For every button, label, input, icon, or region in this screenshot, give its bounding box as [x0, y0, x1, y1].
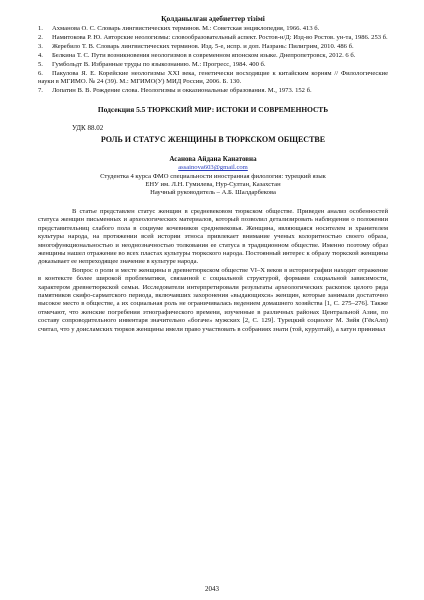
reference-number: 6. [38, 69, 43, 77]
reference-list [38, 25, 388, 95]
author-university: ЕНУ им. Л.Н. Гумилева, Нур-Султан, Казахстан [145, 181, 281, 189]
reference-text: Пакулова Я. Е. Корейские неологизмы XXI века, генетически восходящие к китайским корням // Филологические науки в МГИМО. № 24 (39). М.: МГИМО(У) МИД России, 2006. Б. 130. [38, 69, 388, 85]
page-number: 2043 [205, 585, 219, 593]
reference-item [38, 25, 388, 33]
references-title: Қолданылған әдебиеттер тізімі [161, 14, 265, 23]
reference-number: 3. [38, 42, 43, 50]
reference-text: Ахманова О. С. Словарь лингвистических терминов. М.: Советская энциклопедия, 1966. 413 б. [52, 25, 320, 32]
reference-number: 2. [38, 33, 43, 41]
article-title: РОЛЬ И СТАТУС ЖЕНЩИНЫ В ТЮРКСКОМ ОБЩЕСТВЕ [100, 135, 326, 145]
reference-item [38, 61, 388, 69]
author-email-line [38, 164, 388, 172]
author-name: Асанова Айдана Канатовна [169, 155, 257, 164]
author-email-link[interactable]: assainova603@gmail.com [178, 164, 248, 172]
reference-item [38, 87, 388, 95]
body-paragraph: В статье представлен статус женщин в средневековом тюркском обществе. Приведен анализ особенностей статуса женщин письменных и археологических материалов, который позволил детализировать наблюдения о положении представительниц слабого пола в социуме кочевников средневековья. Женщина, являющаяся носителем и хранителем культуры народа, на протяжении всей истории этноса привлекает внимание ученых колоритностью своего образа, многофункциональностью и неоднозначностью толкования ее статуса в традиционном обществе. Именно поэтому образ женщины нашел отражение во всех пластах культуры тюркского народа. Постоянный интерес к образу тюркской женщины доказывает ее непреходящее значение в культуре народа. [38, 207, 388, 266]
reference-number: 5. [38, 60, 43, 68]
article-body [38, 208, 388, 334]
reference-text: Белкина Т. С. Пути возникновения неологизмов в современном японском языке. Днепропетровск, 2012. 6 б. [52, 51, 356, 59]
udc-code: УДК 88.02 [72, 124, 104, 133]
reference-text: Гумбольдт В. Избранные труды по языкознанию. М.: Прогресс, 1984. 400 б. [52, 60, 266, 68]
section-title: Подсекция 5.5 ТЮРКСКИЙ МИР: ИСТОКИ И СОВРЕМЕННОСТЬ [97, 105, 329, 115]
reference-number: 4. [38, 51, 43, 59]
reference-number: 7. [38, 86, 43, 94]
reference-item [38, 43, 388, 51]
reference-text: Лопатин В. В. Рождение слова. Неологизмы и окказиональные образования. М., 1973. 152 б. [52, 86, 312, 94]
reference-text: Намитокова Р. Ю. Авторские неологизмы: словообразовательный аспект. Ростов-н/Д: Изд-во Ростов. ун-та, 1986. 253 б. [52, 33, 388, 41]
body-paragraph: Вопрос о роли и месте женщины в древнетюркском обществе VI–X веков в историографии находит отражение в контексте более широкой проблематики, связанной с социальной структурой, формами социальной зависимости, характером древнетюркской семьи. Исследователи интерпретировали результаты археологических раскопок целого ряда памятников скифо-сарматского периода, включавших захоронения «выдающихся» женщин, которые занимали достаточно высокое место в обществе, а их социальная роль не ограничивалась ведением домашнего хозяйства [1, С. 275–276]. Также отмечают, что женские погребения этнографического времени, изученные в различных районах Центральной Азии, по составу сопроводительного инвентаря значительно «богаче» мужских [2, С. 129]. Турецкий социолог М. Зийя (ГёкАлп) считал, что у доисламских тюрков женщины имели право участвовать в собраниях знати (той, курултай), а хатун принимал [38, 266, 388, 333]
reference-item [38, 70, 388, 87]
author-affiliation: Студентка 4 курса ФМО специальности иностранная филология: турецкий язык [100, 172, 326, 180]
reference-item [38, 34, 388, 42]
document-page [38, 14, 388, 594]
reference-text: Жеребило Т. В. Словарь лингвистических терминов. Изд. 5-е, испр. и доп. Назрань: Пилигрим, 2010. 486 б. [52, 42, 354, 50]
reference-number: 1. [38, 25, 43, 32]
reference-item [38, 52, 388, 60]
scientific-supervisor: Научный руководитель – А.Б. Шалдарбекова [150, 189, 276, 197]
